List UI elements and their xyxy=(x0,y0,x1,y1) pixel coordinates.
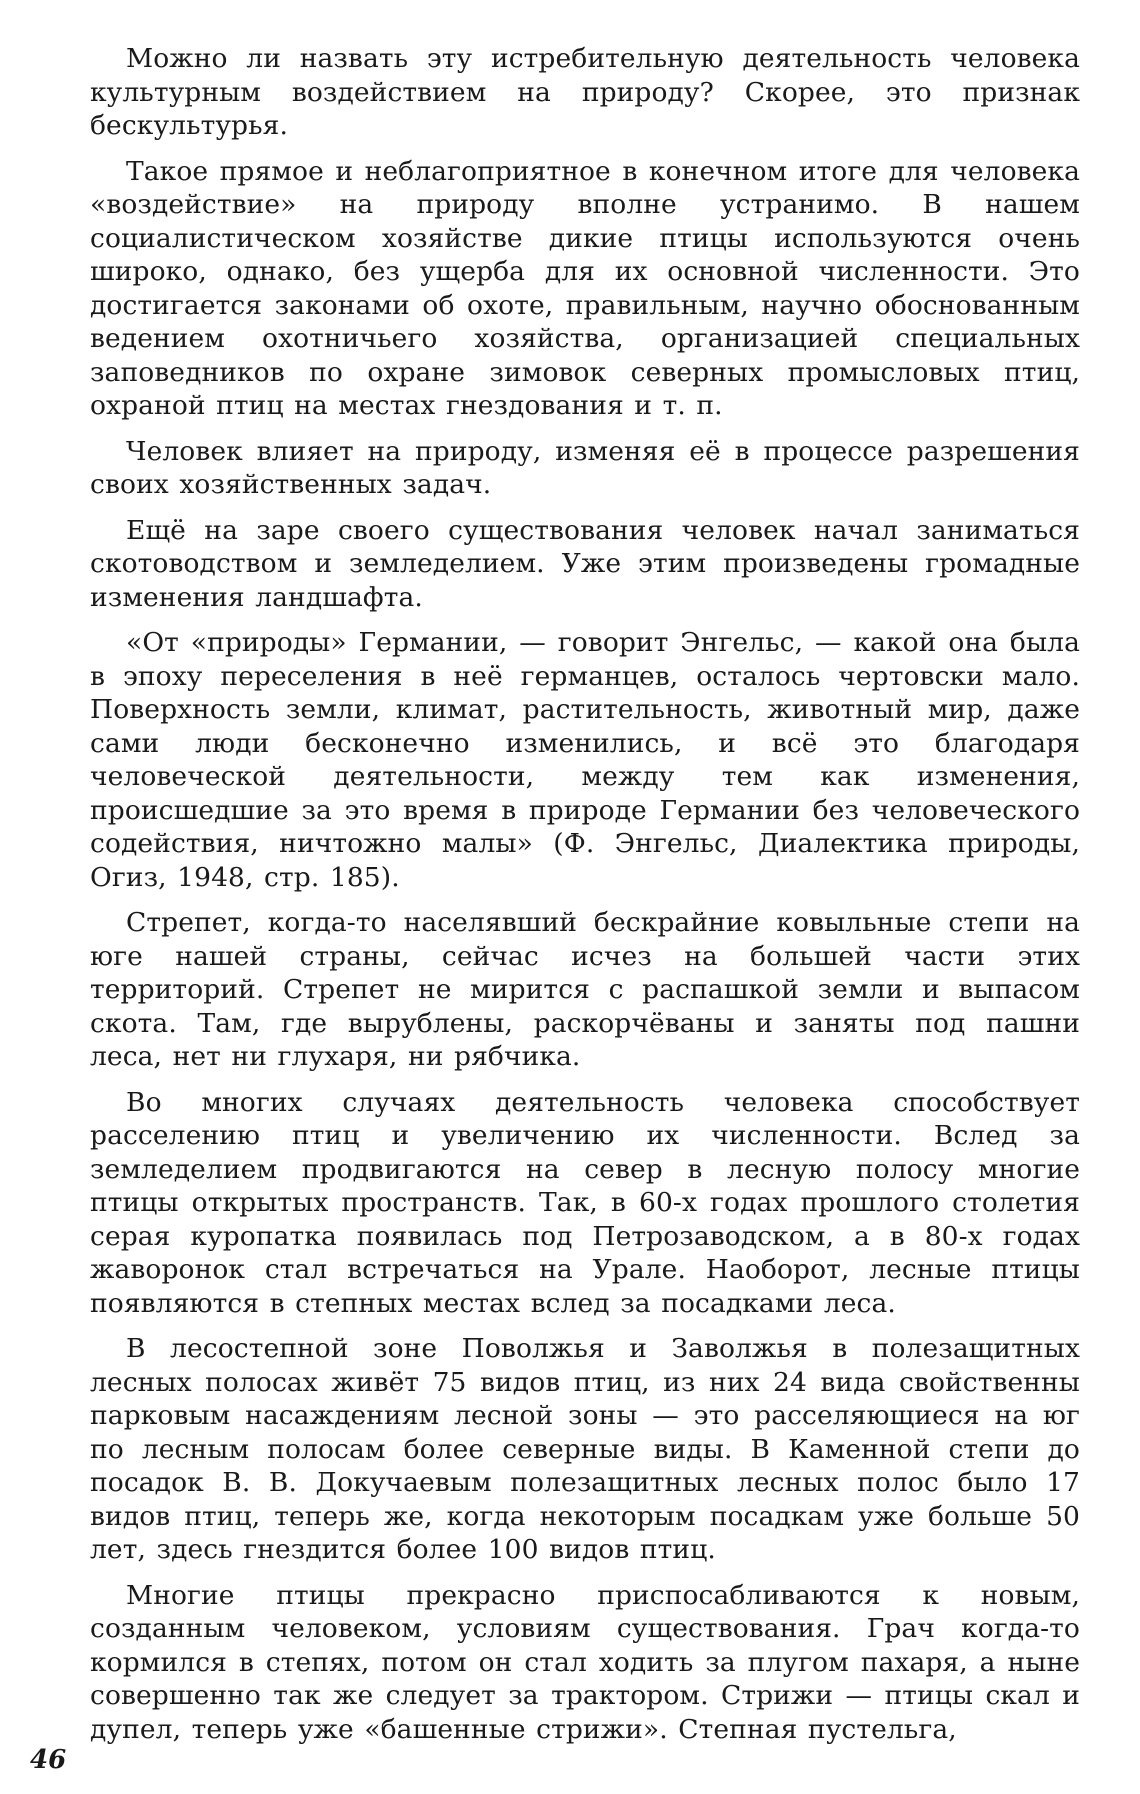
paragraph-6: Стрепет, когда-то населявший бескрайние ковыльные степи на юге нашей страны, сейчас исчез на большей части этих территорий. Стрепет не мирится с распашкой земли и выпасом скота. Там, где вырублены, раскорчёваны и заняты под пашни леса, нет ни глухаря, ни рябчика. xyxy=(90,907,1080,1072)
page-number: 46 xyxy=(30,1745,67,1775)
paragraph-1: Можно ли назвать эту истребительную деятельность человека культурным воздействием на природу? Скорее, это признак бескультурья. xyxy=(90,43,1080,141)
paragraph-4: Ещё на заре своего существования человек начал заниматься скотоводством и земледелием. Уже этим произведены громадные изменения ландшафта. xyxy=(90,514,1080,613)
paragraph-9: Многие птицы прекрасно приспосабливаются к новым, созданным человеком, условиям существования. Грач когда-то кормился в степях, потом он стал ходить за плугом пахаря, а ныне совершенно так же следует за трактором. Стрижи — птицы скал и дупел, теперь уже «башенные стрижи». Степная пустельга, xyxy=(90,1579,1080,1745)
paragraph-3: Человек влияет на природу, изменяя её в процессе разрешения своих хозяйственных задач. xyxy=(90,435,1080,500)
paragraph-2: Такое прямое и неблагоприятное в конечном итоге для человека «воздействие» на природу вполне устранимо. В нашем социалистическом хозяйстве дикие птицы используются очень широко, однако, без ущерба для их основной численности. Это достигается законами об охоте, правильным, научно обоснованным ведением охотничьего хозяйства, организацией специальных заповедников по охране зимовок северных промысловых птиц, охраной птиц на местах гнездования и т. п. xyxy=(90,155,1080,421)
paragraph-5-engels-quote: «От «природы» Германии, — говорит Энгельс, — какой она была в эпоху переселения в неё германцев, осталось чертовски мало. Поверхность земли, климат, растительность, животный мир, даже сами люди бесконечно изменились, и всё это благодаря человеческой деятельности, между тем как изменения, происшедшие за это время в природе Германии без человеческого содействия, ничтожно малы» (Ф. Энгельс, Диалектика природы, Огиз, 1948, стр. 185). xyxy=(90,627,1080,893)
paragraph-8: В лесостепной зоне Поволжья и Заволжья в полезащитных лесных полосах живёт 75 видов птиц, из них 24 вида свойственны парковым насаждениям лесной зоны — это расселяющиеся на юг по лесным полосам более северные виды. В Каменной степи до посадок В. В. Докучаевым полезащитных лесных полос было 17 видов птиц, теперь же, когда некоторым посадкам уже больше 50 лет, здесь гнездится более 100 видов птиц. xyxy=(90,1333,1080,1565)
paragraph-7: Во многих случаях деятельность человека способствует расселению птиц и увеличению их численности. Вслед за земледелием продвигаются на север в лесную полосу многие птицы открытых пространств. Так, в 60-х годах прошлого столетия серая куропатка появилась под Петрозаводском, а в 80-х годах жаворонок стал встречаться на Урале. Наоборот, лесные птицы появляются в степных местах вслед за посадками леса. xyxy=(90,1086,1080,1319)
page-text xyxy=(90,42,1080,1758)
